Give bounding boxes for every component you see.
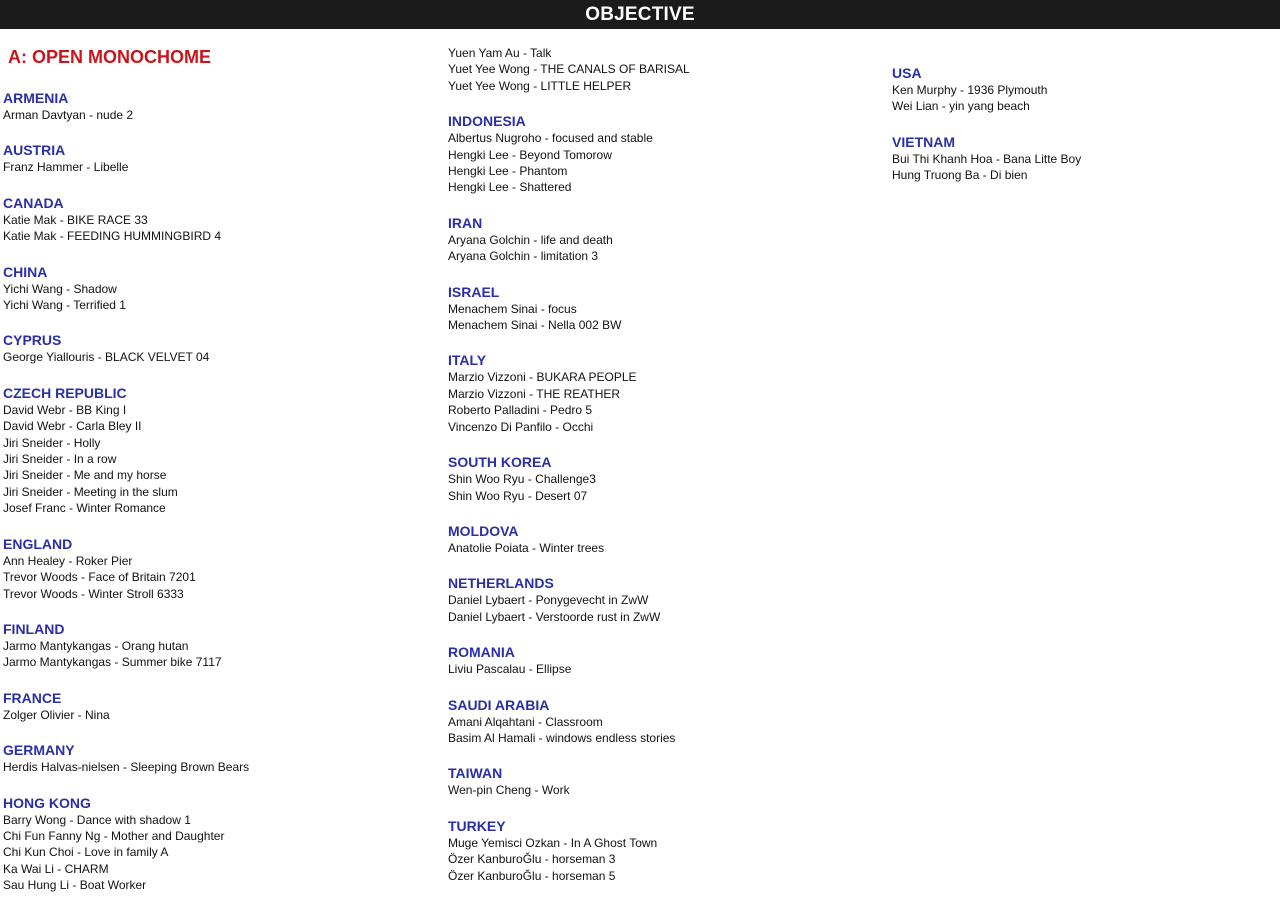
country-heading: HONG KONG: [3, 794, 91, 811]
entry: Yichi Wang - Shadow: [3, 281, 117, 296]
entry: Özer KanburoĞlu - horseman 5: [448, 868, 616, 883]
entry: Jarmo Mantykangas - Orang hutan: [3, 638, 189, 653]
entry: Marzio Vizzoni - THE REATHER: [448, 386, 621, 401]
entry-list: [3, 159, 433, 175]
entry: Josef Franc - Winter Romance: [3, 501, 166, 516]
entry-list: [3, 812, 433, 894]
entry: David Webr - Carla Bley II: [3, 419, 142, 434]
entry: Wei Lian - yin yang beach: [892, 99, 1030, 114]
entry-list: [3, 107, 433, 123]
entry: Ken Murphy - 1936 Plymouth: [892, 83, 1048, 97]
country-group: [448, 522, 878, 556]
entry-list: [892, 82, 1280, 115]
country-heading: CHINA: [3, 263, 48, 280]
country-heading: NETHERLANDS: [448, 575, 554, 592]
entry: Yichi Wang - Terrified 1: [3, 298, 126, 313]
country-heading: CANADA: [3, 194, 64, 211]
entry-list: [448, 232, 878, 265]
entry: Chi Kun Choi - Love in family A: [3, 845, 169, 860]
country-group: [448, 112, 878, 196]
entry-list: [3, 281, 433, 314]
entry: George Yiallouris - BLACK VELVET 04: [3, 350, 210, 365]
entry: Arman Davtyan - nude 2: [3, 108, 134, 122]
entry: Daniel Lybaert - Verstoorde rust in ZwW: [448, 609, 661, 624]
entry: Jiri Sneider - Me and my horse: [3, 468, 167, 483]
country-group: [448, 643, 878, 677]
country-group: [3, 689, 433, 723]
column-2: [448, 45, 878, 902]
country-heading: CYPRUS: [3, 332, 62, 349]
entry: Menachem Sinai - Nella 002 BW: [448, 318, 622, 333]
entry-list: [3, 638, 433, 671]
entry: Hengki Lee - Phantom: [448, 164, 568, 179]
continued-entry-list: [448, 45, 878, 94]
entry: Aryana Golchin - life and death: [448, 232, 613, 247]
country-heading: ROMANIA: [448, 644, 515, 661]
entry-list: [3, 707, 433, 723]
entry: Katie Mak - BIKE RACE 33: [3, 212, 148, 227]
entry: Jiri Sneider - Meeting in the slum: [3, 484, 178, 499]
country-heading: TAIWAN: [448, 765, 503, 782]
country-heading: USA: [892, 65, 922, 81]
country-group: [3, 794, 433, 894]
entry: Özer KanburoĞlu - horseman 3: [448, 852, 616, 867]
entry: Roberto Palladini - Pedro 5: [448, 403, 593, 418]
entry: Shin Woo Ryu - Challenge3: [448, 472, 596, 487]
entry-list: [448, 301, 878, 334]
entry: Trevor Woods - Face of Britain 7201: [3, 570, 196, 585]
entry: Herdis Halvas-nielsen - Sleeping Brown Bears: [3, 760, 250, 775]
entry-list: [3, 759, 433, 775]
entry-list: [448, 130, 878, 196]
entry-list: [448, 782, 878, 798]
country-heading: FRANCE: [3, 689, 62, 706]
country-group: [3, 263, 433, 314]
country-heading: SOUTH KOREA: [448, 454, 552, 471]
entry-list: [892, 151, 1280, 184]
section-title: A: OPEN MONOCHOME: [8, 47, 212, 67]
column-1: [3, 89, 433, 912]
entry: Sau Hung Li - Boat Worker: [3, 878, 147, 893]
country-heading: MOLDOVA: [448, 522, 519, 539]
country-heading: INDONESIA: [448, 113, 526, 130]
entry: Anatolie Poiata - Winter trees: [448, 540, 605, 555]
country-heading: FINLAND: [3, 620, 65, 637]
entry: Aryana Golchin - limitation 3: [448, 249, 599, 264]
country-heading: ISRAEL: [448, 283, 500, 300]
country-group: [892, 64, 1280, 115]
entry-list: [3, 349, 433, 365]
entry-list: [448, 540, 878, 556]
country-group: [3, 741, 433, 775]
country-group: [3, 141, 433, 175]
entry: Albertus Nugroho - focused and stable: [448, 131, 653, 146]
entry: Trevor Woods - Winter Stroll 6333: [3, 586, 184, 601]
entry-list: [448, 661, 878, 677]
entry-list: [448, 592, 878, 625]
entry: Jiri Sneider - Holly: [3, 435, 101, 450]
entry: Yuen Yam Au - Talk: [448, 46, 552, 60]
entry: Ka Wai Li - CHARM: [3, 861, 109, 876]
entry: David Webr - BB King I: [3, 402, 127, 417]
entry: Hung Truong Ba - Di bien: [892, 168, 1028, 183]
entry: Yuet Yee Wong - THE CANALS OF BARISAL: [448, 62, 690, 77]
entry: Jiri Sneider - In a row: [3, 452, 117, 467]
country-group: [3, 331, 433, 365]
country-group: [448, 453, 878, 504]
country-group: [448, 764, 878, 798]
entry: Basim Al Hamali - windows endless stories: [448, 730, 676, 745]
country-heading: IRAN: [448, 214, 483, 231]
entry: Ann Healey - Roker Pier: [3, 553, 133, 568]
entry: Marzio Vizzoni - BUKARA PEOPLE: [448, 370, 637, 385]
country-group: [3, 384, 433, 517]
entry: Shin Woo Ryu - Desert 07: [448, 488, 588, 503]
entry-list: [448, 369, 878, 435]
country-group: [448, 214, 878, 265]
country-group: [3, 535, 433, 602]
entry: Yuet Yee Wong - LITTLE HELPER: [448, 78, 632, 93]
country-heading: VIETNAM: [892, 133, 955, 150]
entry: Zolger Olivier - Nina: [3, 707, 110, 722]
column-3: [892, 64, 1280, 202]
country-heading: AUSTRIA: [3, 142, 66, 159]
country-group: [892, 133, 1280, 184]
entry: Menachem Sinai - focus: [448, 301, 577, 316]
country-group: [448, 696, 878, 747]
country-group: [3, 89, 433, 123]
country-heading: TURKEY: [448, 817, 506, 834]
entry: Hengki Lee - Beyond Tomorow: [448, 147, 612, 162]
entry: Liviu Pascalau - Ellipse: [448, 662, 572, 677]
entry: Katie Mak - FEEDING HUMMINGBIRD 4: [3, 229, 222, 244]
page-header: OBJECTIVE: [0, 0, 1280, 29]
entry: Hengki Lee - Shattered: [448, 180, 572, 195]
entry-list: [448, 835, 878, 884]
entry: Chi Fun Fanny Ng - Mother and Daughter: [3, 828, 225, 843]
entry: Wen-pin Cheng - Work: [448, 783, 570, 798]
entry: Bui Thi Khanh Hoa - Bana Litte Boy: [892, 151, 1082, 166]
entry: Franz Hammer - Libelle: [3, 160, 129, 175]
entry: Vincenzo Di Panfilo - Occhi: [448, 419, 594, 434]
country-heading: SAUDI ARABIA: [448, 696, 550, 713]
entry-list: [3, 212, 433, 245]
country-heading: CZECH REPUBLIC: [3, 384, 127, 401]
country-heading: ITALY: [448, 352, 487, 369]
entry: Amani Alqahtani - Classroom: [448, 714, 603, 729]
entry: Jarmo Mantykangas - Summer bike 7117: [3, 655, 222, 670]
country-heading: ARMENIA: [3, 90, 69, 106]
entry-list: [3, 553, 433, 602]
country-group: [448, 817, 878, 884]
country-group: [3, 194, 433, 245]
entry-list: [448, 471, 878, 504]
country-group: [448, 351, 878, 435]
country-heading: ENGLAND: [3, 535, 73, 552]
entry-list: [3, 402, 433, 517]
entry-list: [448, 714, 878, 747]
country-group: [448, 283, 878, 334]
country-heading: GERMANY: [3, 742, 75, 759]
entry: Barry Wong - Dance with shadow 1: [3, 812, 191, 827]
entry: Daniel Lybaert - Ponygevecht in ZwW: [448, 593, 649, 608]
country-group: [448, 574, 878, 625]
country-group: [3, 620, 433, 671]
entry: Muge Yemisci Ozkan - In A Ghost Town: [448, 835, 658, 850]
